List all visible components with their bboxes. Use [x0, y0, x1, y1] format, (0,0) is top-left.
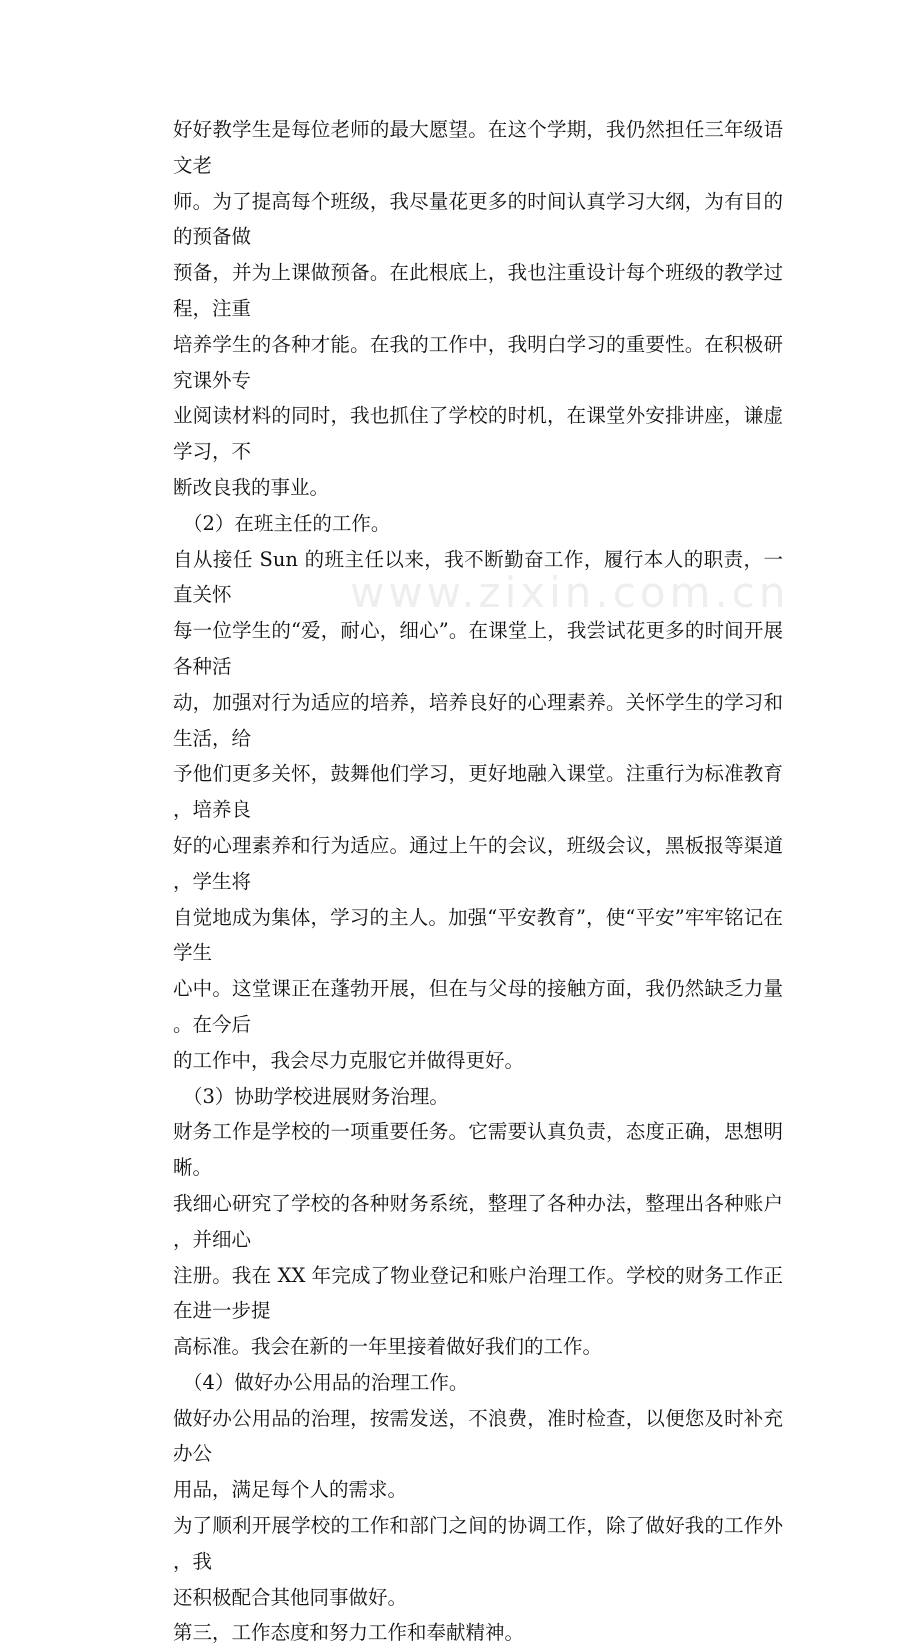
text-line: （4）做好办公用品的治理工作。	[183, 1370, 469, 1394]
body-paragraph	[173, 1114, 783, 1365]
text-line: 注册。我在 XX 年完成了物业登记和账户治理工作。学校的财务工作正在进一步提	[173, 1263, 783, 1323]
watermark: www.zixin.com.cn	[350, 568, 790, 617]
text-line: 财务工作是学校的一项重要任务。它需要认真负责，态度正确，思想明晰。	[173, 1120, 783, 1180]
text-line: 高标准。我会在新的一年里接着做好我们的工作。	[173, 1335, 603, 1359]
text-line: 业阅读材料的同时，我也抓住了学校的时机，在课堂外安排讲座，谦虚学习，不	[173, 404, 783, 464]
text-line: 师。为了提高每个班级，我尽量花更多的时间认真学习大纲，为有目的的预备做	[173, 189, 783, 249]
text-line: （2）在班主任的工作。	[183, 511, 391, 535]
body-paragraph	[173, 1401, 783, 1508]
text-line: 好的心理素养和行为适应。通过上午的会议，班级会议，黑板报等渠道，学生将	[173, 833, 783, 893]
text-line: 的工作中，我会尽力克服它并做得更好。	[173, 1048, 525, 1072]
text-line: 断改良我的事业。	[173, 475, 330, 499]
text-line: 每一位学生的“爱，耐心，细心”。在课堂上，我尝试花更多的时间开展各种活	[173, 619, 783, 678]
section-heading	[173, 1079, 783, 1115]
document-body	[173, 112, 783, 1651]
body-paragraph	[173, 1508, 783, 1615]
body-paragraph	[173, 112, 783, 506]
text-line: 还积极配合其他同事做好。	[173, 1585, 408, 1609]
text-line: （3）协助学校进展财务治理。	[183, 1084, 449, 1108]
text-line: 自从接任 Sun 的班主任以来，我不断勤奋工作，履行本人的职责，一直关怀	[173, 547, 783, 607]
text-line: 第三，工作态度和努力工作和奉献精神。	[173, 1621, 525, 1645]
text-line: 预备，并为上课做预备。在此根底上，我也注重设计每个班级的教学过程，注重	[173, 261, 783, 320]
text-line: 好好教学生是每位老师的最大愿望。在这个学期，我仍然担任三年级语文老	[173, 118, 783, 177]
text-line: 自觉地成为集体，学习的主人。加强“平安教育”，使“平安”牢牢铭记在学生	[173, 905, 783, 965]
text-line: 用品，满足每个人的需求。	[173, 1478, 408, 1502]
body-paragraph	[173, 542, 783, 1079]
text-line: 做好办公用品的治理，按需发送，不浪费，准时检查，以便您及时补充办公	[173, 1406, 783, 1466]
section-heading	[173, 506, 783, 542]
section-heading	[173, 1365, 783, 1401]
body-paragraph	[173, 1615, 783, 1651]
text-line: 为了顺利开展学校的工作和部门之间的协调工作，除了做好我的工作外，我	[173, 1514, 783, 1573]
text-line: 培养学生的各种才能。在我的工作中，我明白学习的重要性。在积极研究课外专	[173, 332, 783, 392]
text-line: 心中。这堂课正在蓬勃开展，但在与父母的接触方面，我仍然缺乏力量。在今后	[173, 977, 783, 1036]
text-line: 予他们更多关怀，鼓舞他们学习，更好地融入课堂。注重行为标准教育，培养良	[173, 762, 783, 822]
text-line: 动，加强对行为适应的培养，培养良好的心理素养。关怀学生的学习和生活，给	[173, 690, 783, 750]
text-line: 我细心研究了学校的各种财务系统，整理了各种办法，整理出各种账户，并细心	[173, 1191, 783, 1251]
